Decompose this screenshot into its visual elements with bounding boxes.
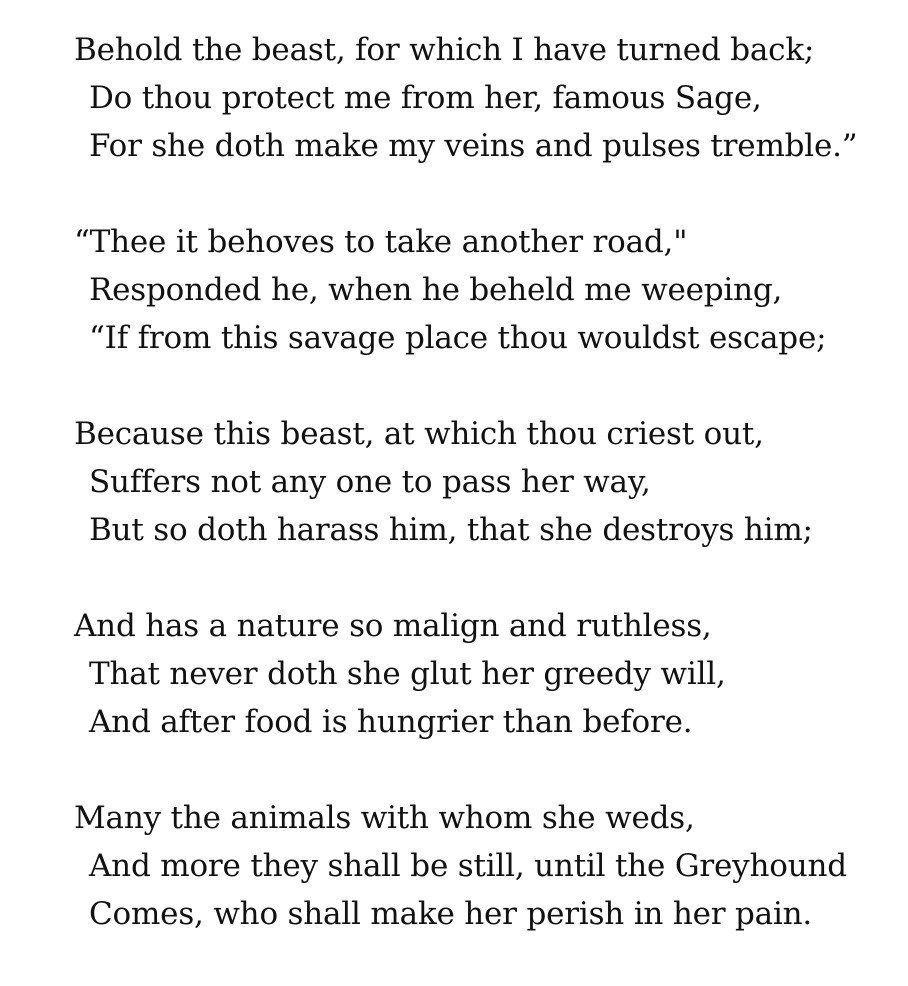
poem-line: And after food is hungrier than before.: [89, 704, 693, 740]
poem-line: And more they shall be still, until the Greyhound: [89, 848, 847, 884]
poem-line: And has a nature so malign and ruthless,: [74, 608, 712, 644]
stanza-4: [74, 602, 888, 746]
stanza-5: [74, 794, 888, 938]
stanza-2: [74, 218, 888, 362]
poem-line: Suffers not any one to pass her way,: [89, 464, 651, 500]
stanza-3: [74, 410, 888, 554]
poem-line: “If from this savage place thou wouldst escape;: [89, 320, 827, 356]
stanza-1: [74, 26, 888, 170]
poem-line: Many the animals with whom she weds,: [74, 800, 695, 836]
poem-line: For she doth make my veins and pulses tremble.”: [89, 128, 858, 164]
poem-text: [74, 26, 888, 986]
poem-line: Behold the beast, for which I have turned back;: [74, 32, 815, 68]
poem-line: But so doth harass him, that she destroys him;: [89, 512, 813, 548]
poem-line: Responded he, when he beheld me weeping,: [89, 272, 783, 308]
poem-line: “Thee it behoves to take another road,": [74, 224, 688, 260]
poem-line: Comes, who shall make her perish in her pain.: [89, 896, 813, 932]
poem-line: Do thou protect me from her, famous Sage,: [89, 80, 762, 116]
poem-line: Because this beast, at which thou criest out,: [74, 416, 764, 452]
poem-line: That never doth she glut her greedy will,: [89, 656, 726, 692]
